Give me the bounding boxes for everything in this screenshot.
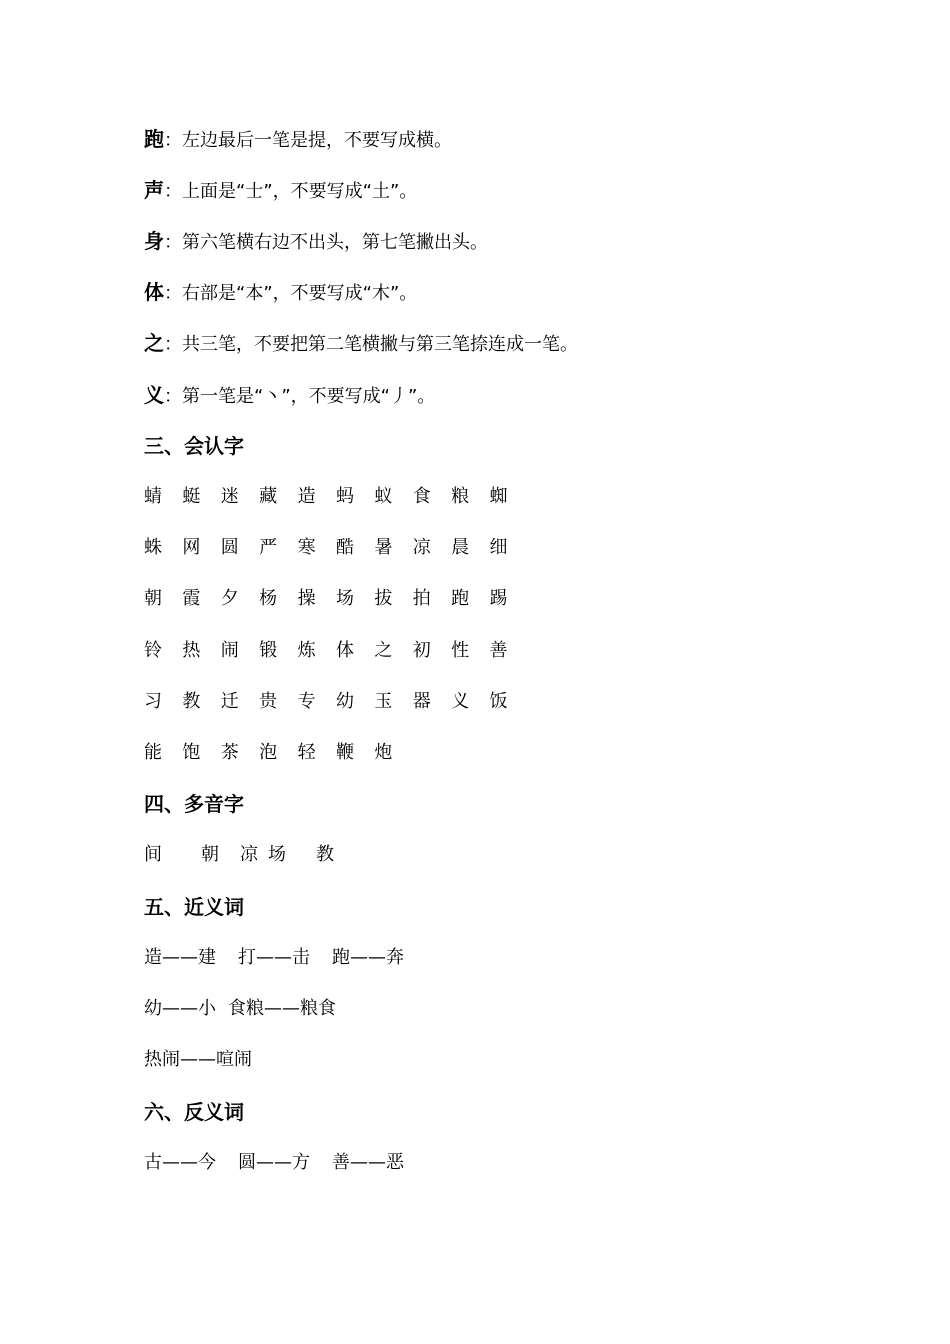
rule-line: [144, 126, 452, 152]
char-item: 闹: [220, 640, 239, 661]
rule-colon: ：: [164, 334, 182, 355]
char-item: 迁: [220, 691, 239, 712]
char-item: 操: [297, 588, 316, 609]
char-item: 善: [489, 640, 508, 661]
char-item: 体: [335, 640, 354, 661]
char-item: 食: [412, 486, 431, 507]
char-item: 鞭: [335, 742, 354, 763]
rule-line: [144, 177, 417, 203]
char-item: 蜘: [489, 486, 508, 507]
polyphone-item: 朝: [201, 844, 219, 865]
char-item: 之: [374, 640, 393, 661]
char-item: 教: [182, 691, 201, 712]
rule-colon: ：: [164, 232, 182, 253]
char-item: 蜓: [182, 486, 201, 507]
section-heading: 五、近义词: [144, 895, 244, 919]
char-item: 圆: [220, 537, 239, 558]
rule-char: 身: [144, 229, 164, 253]
antonym-pair: 古——今: [144, 1152, 216, 1173]
synonym-pair: 跑——奔: [332, 947, 404, 968]
rule-text: 上面是“士”，不要写成“土”。: [182, 181, 418, 202]
char-item: 晨: [451, 537, 470, 558]
synonym-line: [144, 945, 404, 971]
char-item: 饱: [182, 742, 201, 763]
document-page: [144, 0, 904, 1344]
rule-char: 义: [144, 383, 164, 407]
char-item: 拔: [374, 588, 393, 609]
char-item: 饭: [489, 691, 508, 712]
char-item: 粮: [451, 486, 470, 507]
char-item: 蜻: [144, 486, 162, 507]
rule-char: 跑: [144, 127, 164, 151]
synonym-line: [144, 996, 336, 1022]
rule-text: 第六笔横右边不出头，第七笔撇出头。: [182, 232, 488, 253]
char-row: [144, 586, 528, 612]
rule-colon: ：: [164, 181, 182, 202]
char-item: 迷: [220, 486, 239, 507]
char-row: [144, 740, 413, 766]
synonym-pair: 幼——小: [144, 998, 216, 1019]
char-item: 热: [182, 640, 201, 661]
char-row: [144, 689, 528, 715]
char-item: 炼: [297, 640, 316, 661]
char-item: 藏: [259, 486, 278, 507]
char-item: 贵: [259, 691, 278, 712]
char-item: 酷: [335, 537, 354, 558]
char-item: 轻: [297, 742, 316, 763]
char-item: 踢: [489, 588, 508, 609]
char-item: 玉: [374, 691, 393, 712]
rule-colon: ：: [164, 386, 182, 407]
rule-colon: ：: [164, 130, 182, 151]
char-item: 严: [259, 537, 278, 558]
char-item: 蛛: [144, 537, 162, 558]
antonym-pair: 圆——方: [238, 1152, 310, 1173]
char-item: 跑: [451, 588, 470, 609]
char-item: 暑: [374, 537, 393, 558]
char-item: 霞: [182, 588, 201, 609]
char-item: 造: [297, 486, 316, 507]
char-item: 炮: [374, 742, 393, 763]
section-heading: 四、多音字: [144, 792, 244, 816]
char-item: 锻: [259, 640, 278, 661]
rule-char: 之: [144, 331, 164, 355]
char-row: [144, 638, 528, 664]
char-item: 蚂: [335, 486, 354, 507]
section-heading: 六、反义词: [144, 1100, 244, 1124]
char-item: 网: [182, 537, 201, 558]
char-item: 蚁: [374, 486, 393, 507]
rule-line: [144, 228, 488, 254]
synonym-pair: 食粮——粮食: [228, 998, 336, 1019]
polyphone-item: 间: [144, 844, 162, 865]
char-item: 细: [489, 537, 508, 558]
rule-line: [144, 382, 435, 408]
char-item: 铃: [144, 640, 162, 661]
char-item: 朝: [144, 588, 162, 609]
char-item: 义: [451, 691, 470, 712]
char-item: 凉: [412, 537, 431, 558]
rule-line: [144, 330, 578, 356]
rule-char: 体: [144, 280, 164, 304]
synonym-line: [144, 1047, 252, 1073]
synonym-pair: 打——击: [238, 947, 310, 968]
char-item: 拍: [412, 588, 431, 609]
polyphone-row: [144, 842, 334, 868]
char-item: 寒: [297, 537, 316, 558]
char-row: [144, 484, 528, 510]
char-item: 幼: [335, 691, 354, 712]
char-item: 专: [297, 691, 316, 712]
char-item: 茶: [220, 742, 239, 763]
polyphone-item: 凉: [240, 844, 258, 865]
rule-colon: ：: [164, 283, 182, 304]
synonym-pair: 热闹——喧闹: [144, 1049, 252, 1070]
char-item: 泡: [259, 742, 278, 763]
rule-line: [144, 279, 417, 305]
char-item: 场: [335, 588, 354, 609]
char-item: 初: [412, 640, 431, 661]
char-item: 性: [451, 640, 470, 661]
antonym-line: [144, 1150, 404, 1176]
polyphone-item: 教: [316, 844, 334, 865]
char-row: [144, 535, 528, 561]
char-item: 器: [412, 691, 431, 712]
synonym-pair: 造——建: [144, 947, 216, 968]
char-item: 夕: [220, 588, 239, 609]
polyphone-item: 场: [268, 844, 286, 865]
rule-text: 左边最后一笔是提，不要写成横。: [182, 130, 452, 151]
char-item: 能: [144, 742, 162, 763]
rule-text: 共三笔，不要把第二笔横撇与第三笔捺连成一笔。: [182, 334, 578, 355]
rule-char: 声: [144, 178, 164, 202]
rule-text: 第一笔是“丶”，不要写成“丿”。: [182, 386, 436, 407]
char-item: 杨: [259, 588, 278, 609]
char-item: 习: [144, 691, 162, 712]
antonym-pair: 善——恶: [332, 1152, 404, 1173]
section-heading: 三、会认字: [144, 434, 244, 458]
rule-text: 右部是“本”，不要写成“木”。: [182, 283, 418, 304]
